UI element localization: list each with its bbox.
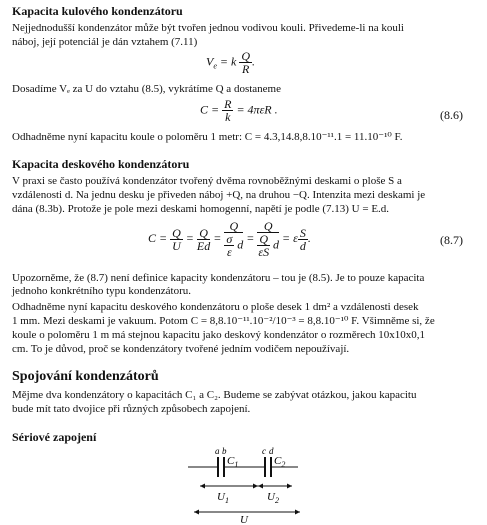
equation-number: (8.6) bbox=[440, 108, 463, 122]
eq-mid: = k bbox=[216, 54, 237, 69]
equation-8-7: C = $\frac{Q}{U}$ = $\frac{Q}{Ed}$ = Q $\frac{\sigma}{\varepsilon}$ d = Q $\frac{Q}{\varepsilon S}$ d = ε $\frac{S}{d}$ . bbox=[148, 219, 311, 259]
paragraph-line: náboj, její potenciál je dán vztahem (7.11) bbox=[12, 36, 198, 48]
equation-potential bbox=[206, 50, 255, 75]
paragraph-line: Odhadněme nyní kapacitu koule o poloměru 1 metr: C = 4.3,14.8,8.10⁻¹¹.1 = 11.10⁻¹⁰ F. bbox=[12, 131, 403, 143]
section-title-plate: Kapacita deskového kondenzátoru bbox=[12, 157, 190, 171]
variable: d bbox=[237, 237, 244, 252]
capacitor-2-label bbox=[274, 455, 285, 469]
subscript: 2 bbox=[274, 496, 279, 505]
denominator: ε bbox=[226, 245, 232, 259]
paragraph-line: Nejjednodušší kondenzátor může být tvořen jednou vodivou kouli. Přivedeme-li na kouli bbox=[12, 22, 404, 34]
denominator bbox=[224, 233, 243, 258]
symbol: U bbox=[217, 491, 225, 503]
equation-number: (8.7) bbox=[440, 233, 463, 247]
series-circuit-diagram bbox=[170, 440, 330, 525]
numerator: S bbox=[299, 225, 306, 240]
eq-lhs: V bbox=[206, 54, 214, 69]
paragraph-line: jednoho konkrétního typu kondenzátoru. bbox=[12, 285, 192, 297]
voltage-label-u1 bbox=[217, 491, 229, 505]
numerator: σ bbox=[226, 232, 233, 246]
fraction bbox=[224, 220, 243, 258]
section-title-series: Sériové zapojení bbox=[12, 430, 97, 444]
denominator: d bbox=[299, 238, 306, 253]
plate-label-d: d bbox=[269, 446, 274, 456]
paragraph-line: Mějme dva kondenzátory o kapacitách C₁ a C₂. Budeme se zabývat otázkou, jakou kapacitu bbox=[12, 389, 417, 401]
denominator: R bbox=[242, 62, 250, 76]
equation-8-6 bbox=[200, 98, 278, 123]
subscript: 1 bbox=[234, 460, 239, 469]
denominator bbox=[257, 233, 279, 258]
eq-lhs-sub: e bbox=[213, 61, 217, 71]
denominator: k bbox=[225, 110, 231, 124]
paragraph-line: bude mít tato dvojice při různých způsobech zapojení. bbox=[12, 403, 251, 415]
subscript: 2 bbox=[281, 460, 286, 469]
numerator: Q bbox=[241, 49, 251, 63]
capacitor-1-label bbox=[227, 455, 238, 469]
fraction bbox=[197, 227, 210, 252]
eq-c: C = bbox=[148, 230, 168, 245]
fraction bbox=[170, 227, 183, 252]
paragraph-line: Odhadněme nyní kapacitu deskového kondenzátoru o ploše desek 1 dm² a vzdálenosti desek bbox=[12, 301, 419, 313]
section-title-spherical: Kapacita kulového kondenzátoru bbox=[12, 4, 183, 18]
eq-lhs: C = bbox=[200, 102, 220, 117]
denominator: εS bbox=[258, 245, 270, 259]
numerator: Q bbox=[197, 227, 210, 240]
numerator: Q bbox=[224, 220, 243, 233]
voltage-label-u: U bbox=[240, 514, 248, 525]
numerator: Q bbox=[172, 225, 181, 240]
fraction bbox=[239, 50, 252, 75]
paragraph-line: cm. To je důvod, proč se kondenzátory tvořené jedním vodičem nepoužívají. bbox=[12, 343, 350, 355]
numerator: Q bbox=[259, 232, 269, 246]
eq-epsilon: = ε bbox=[282, 230, 298, 245]
symbol: C bbox=[227, 455, 235, 467]
plate-label-a: a bbox=[215, 446, 220, 456]
fraction bbox=[298, 227, 308, 252]
variable: d bbox=[273, 237, 280, 252]
numerator: Q bbox=[257, 220, 279, 233]
paragraph-line: vzdálenosti d. Na jednu desku je přiveden náboj +Q, na druhou −Q. Intenzita mezi deskami je bbox=[12, 189, 426, 201]
eq-end: . bbox=[252, 54, 256, 69]
symbol: U bbox=[267, 491, 275, 503]
fraction bbox=[257, 233, 270, 258]
plate-label-b: b bbox=[222, 446, 227, 456]
fraction bbox=[257, 220, 279, 258]
denominator: Ed bbox=[196, 238, 211, 253]
subscript: 1 bbox=[224, 496, 229, 505]
numerator: R bbox=[224, 97, 232, 111]
voltage-label-u2 bbox=[267, 491, 279, 505]
paragraph-line: 1 mm. Mezi deskami je vakuum. Potom C = 8,8.10⁻¹¹.10⁻²/10⁻³ = 8,8.10⁻¹⁰ F. Všimněme si, že bbox=[12, 315, 435, 327]
paragraph-line: Dosadíme Vₑ za U do vztahu (8.5), vykrátíme Q a dostaneme bbox=[12, 83, 281, 95]
paragraph-line: Upozorněme, že (8.7) není definice kapacity kondenzátoru – tou je (8.5). Je to pouze kapacita bbox=[12, 272, 425, 284]
plate-label-c: c bbox=[262, 446, 266, 456]
fraction bbox=[222, 98, 233, 123]
fraction bbox=[224, 233, 234, 258]
section-title-connecting: Spojování kondenzátorů bbox=[12, 369, 159, 384]
paragraph-line: V praxi se často používá kondenzátor tvořený dvěma rovnoběžnými deskami o ploše S a bbox=[12, 175, 402, 187]
denominator: U bbox=[172, 238, 181, 253]
eq-rest: = 4πεR . bbox=[236, 102, 278, 117]
symbol: C bbox=[274, 455, 282, 467]
paragraph-line: dána (8.3b). Protože je pole mezi deskami homogenní, napětí je podle (7.13) U = E.d. bbox=[12, 203, 390, 215]
paragraph-line: koule o poloměru 1 m má stejnou kapacitu jako deskový kondenzátor o rozměrech 10x10x0,1 bbox=[12, 329, 426, 341]
eq-end: . bbox=[307, 230, 311, 245]
